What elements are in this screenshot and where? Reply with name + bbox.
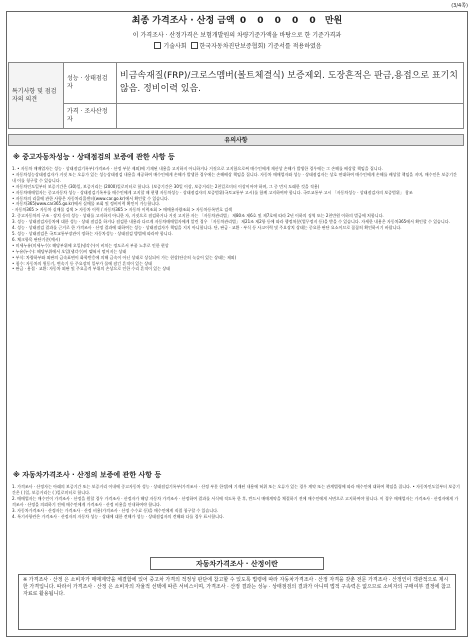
notes-band: 유의사항 — [8, 134, 464, 146]
checkbox-association[interactable] — [191, 42, 198, 49]
list-item: - 자동차365 > 자동차 실매물 검색 > 자동차 이력 / 자동차365 > 자동차 이력조회 > 매매용자량조회 > 자동차등록번호 검색 — [12, 207, 232, 213]
list-item: • 자동차의 리콜에 관한 사항은 자동차리콜센터(www.car.go.kr)에서 확인할 수 있습니다. — [12, 195, 170, 201]
list-item: 2. 중고자동차의 구조 · 장치 등의 성능 · 상태를 고지하지 아니한 자, 거짓으로 점검하거나 거짓 고지한 자는 「자동차관리법」 제80조 제6호 및 제7호에 따라 2년 이하의 징역 또는 2천만원 이하의 벌금에 처합니다. — [12, 213, 384, 219]
list-item: 1. 가격조사 · 산정자는 아래의 보증기간 또는 보증거리 이내에 중고자동차 성능 · 상태점검기록부(가격조사 · 산정 부분 한정)에 기재된 내용에 허위 또는 오류가 있는 경우 계약 또는 관계법령에 따라 매수인에 대하여 책임을 집니다. • 자동차인도일부터 보증기간은 ( )일, 보증거리는 ( )킬로미터로 합니다. — [12, 484, 460, 495]
title-prefix: 최종 가격조사 · 산정 금액 — [131, 16, 235, 26]
inspector-label: 성능 · 상태점검자 — [64, 63, 117, 104]
document-title — [0, 13, 474, 26]
amount-digits: 0 0 0 0 0 — [239, 16, 320, 26]
amount-unit: 만원 — [324, 16, 343, 26]
opinion-side-label: 특기사항 및 점검자의 의견 — [9, 63, 64, 129]
checkbox-engineers[interactable] — [154, 42, 161, 49]
appraiser-label: 가격 · 조사산정자 — [64, 104, 117, 129]
list-item: • 판금 · 용접 · 교환: 자동차 외판 및 주요골격 부위의 손상으로 인한 수리 흔적이 있는 상태 — [12, 266, 170, 272]
list-item: 4. 성능 · 상태점검 결과를 근거로 한 가격조사 · 산정 결과에 대하여는 성능 · 상태점검자가 책임을 지지 아니합니다. 단, 판금 · 교환 · 부식 등 사고이력 및 주요장치 상태는 중요한 판단 요소이므로 꼼꼼히 확인하시기 바랍니다. — [12, 225, 402, 231]
notice-box: ※ 가격조사 · 산정 은 소비자가 매매계약을 체결함에 있어 중고차 가격의 적정성 판단에 참고할 수 있도록 법령에 따라 자동차가격조사 · 산정 자격을 갖춘 전문 가격조사 · 산정인이 객관적으로 제시한 가격입니다. 따라서 가격조사 · 산정 은 소비자의 자율적 선택에 따른 서비스이며, 가격조사 · 산정 결과는 성능 · 상태점검의 결과가 아니며 법적 구속력은 없으므로 소비자의 구매여부 결정에 참고자료로 활용됩니다. — [18, 574, 456, 630]
list-item: • 자동차365(www.car365.go.kr)에서 실매물 조회 및 정비이력 확인이 가능합니다. — [12, 201, 161, 207]
list-item: • 누유(누수): 해당부위에서 오일(냉각수)이 맺혀서 떨어지는 상태 — [12, 248, 127, 254]
list-item: 5. 성능 · 상태점검은 국토교통부장관이 정하는 자동차성능 · 상태점검 방법에 따라야 합니다. — [12, 230, 173, 236]
section2-title: ※ 자동차가격조사 · 산정의 보증에 관한 사항 등 — [13, 471, 162, 479]
section1-title: ※ 중고자동차성능 · 상태점검의 보증에 관한 사항 등 — [13, 153, 175, 161]
list-item: • 부식: 차량하부와 외판의 금속표면이 화학반응에 의해 금속이 아닌 상태로 상실되어 가는 현상(단순히 녹슬어 있는 상태는 제외) — [12, 254, 237, 260]
page-number: (3/4쪽) — [451, 3, 468, 9]
list-item: • 침수: 자동차의 원동기, 변속기 등 주요장치 일부가 물에 잠긴 흔적이 있는 상태 — [12, 260, 153, 266]
section1-list — [12, 166, 460, 272]
list-item: 2. 매매업자는 매수인이 가격조사 · 산정을 원할 경우 가격조사 · 산정자가 해당 자동차 가격조사 · 산정하여 결과를 서식에 적도록 한 후, 반드시 매매계약을 체결하기 전에 매수인에게 서면으로 고지하여야 합니다. 이 경우 매매업자는 가격조사 · 산정자에게 가격조사 · 산정을 의뢰하기 전에 매수인에게 가격조사 · 산정 비용을 안내하여야 합니다. — [12, 495, 459, 507]
notice-title: 자동차가격조사 · 산정이란 — [150, 557, 324, 570]
opinion-table — [8, 62, 464, 129]
subtitle-line-2 — [0, 41, 474, 50]
inspector-opinion-text: 비금속재질(FRP)/크로스멤버(볼트체결식) 보증제외. 도장흔적은 판금,용접으로 표기치 않음. 정비이력 있음. — [117, 63, 464, 104]
option-engineers-label: 기술사회 — [163, 43, 187, 50]
list-item: 3. 성능 · 상태점검자동차에 대한 성능 · 상태 점검을 하거나 점검한 내용과 다르게 자동차매매업자에게 알린 경우 「자동차관리법」 제21조 제2항 등에 따라 행정처분(업무정지 등)을 받을 수 있습니다. 자세한 내용은 자동차365에서 확인할 수 있습니다. — [12, 219, 450, 225]
list-item: 1. • 자동차 매매업자는 성능 · 상태점검기록부(가격조사 · 산정 부분 제외)에 기재된 내용을 고지하지 아니하거나 거짓으로 고지함으로써 매수인에게 재산상 손해가 발생한 경우에는 그 손해를 배상할 책임을 집니다. — [12, 166, 383, 171]
list-item: • 자동차성능상태점검자가 거짓 또는 오류가 있는 성능상태점검 내용을 제공하여 매수인에게 손해가 발생한 경우에는 손해배상 책임을 집니다. 자동차 매매업자와 성능 · 상태점검자는 상호 연대하여 매수인에게 손해를 배상할 책임을 지며, 매수인은 보증기간 내 이를 청구할 수 있습니다. — [12, 171, 457, 183]
subtitle-line-1: 이 가격조사 · 산정가격은 보험개발원의 차량기준가액을 바탕으로 한 기준가격과 — [132, 32, 342, 39]
option-association-label: 한국자동차진단보증협회) 기준서를 적용하였음 — [199, 43, 322, 50]
list-item: 3. 자동차가격조사 · 산정자는 가격조사 · 산정 비용(가격조사 · 산정 수수료 등)을 매수인에게 직접 청구할 수 있습니다. — [12, 507, 219, 513]
list-item: • 자동차매매업자는 중고자동차 성능 · 상태점검기록부를 매수인에게 고지할 때 현행 자동차성능 · 상태점검자의 보증범위(국토교통부 고시)를 함께 고지하여야 합니다. 국토교통부 고시 「자동차성능 · 상태점검자의 보증범위」 참조 — [12, 189, 413, 195]
list-item: 4. 특기사항란은 가격조사 · 산정자의 자동차 성능 · 상태에 대한 견해가 성능 · 상태점검자의 견해와 다를 경우 표시합니다. — [12, 513, 225, 519]
list-item: • 미세누유(미세누수): 해당부위에 오일(냉각수)이 비치는 정도로서 부품 노후로 인한 현상 — [12, 242, 169, 248]
list-item: • 자동차인도일부터 보증기간은 (30)일, 보증거리는 (2000)킬로미터로 합니다. (보증기간은 30일 이상, 보증거리는 2천킬로미터 이상이어야 하며, 그 중 먼저 도래한 것을 적용) — [12, 183, 320, 189]
section2-list — [12, 484, 460, 519]
appraiser-opinion-text — [117, 104, 464, 129]
list-item: 6. 체크항목 판단기준(예시) — [12, 236, 61, 242]
